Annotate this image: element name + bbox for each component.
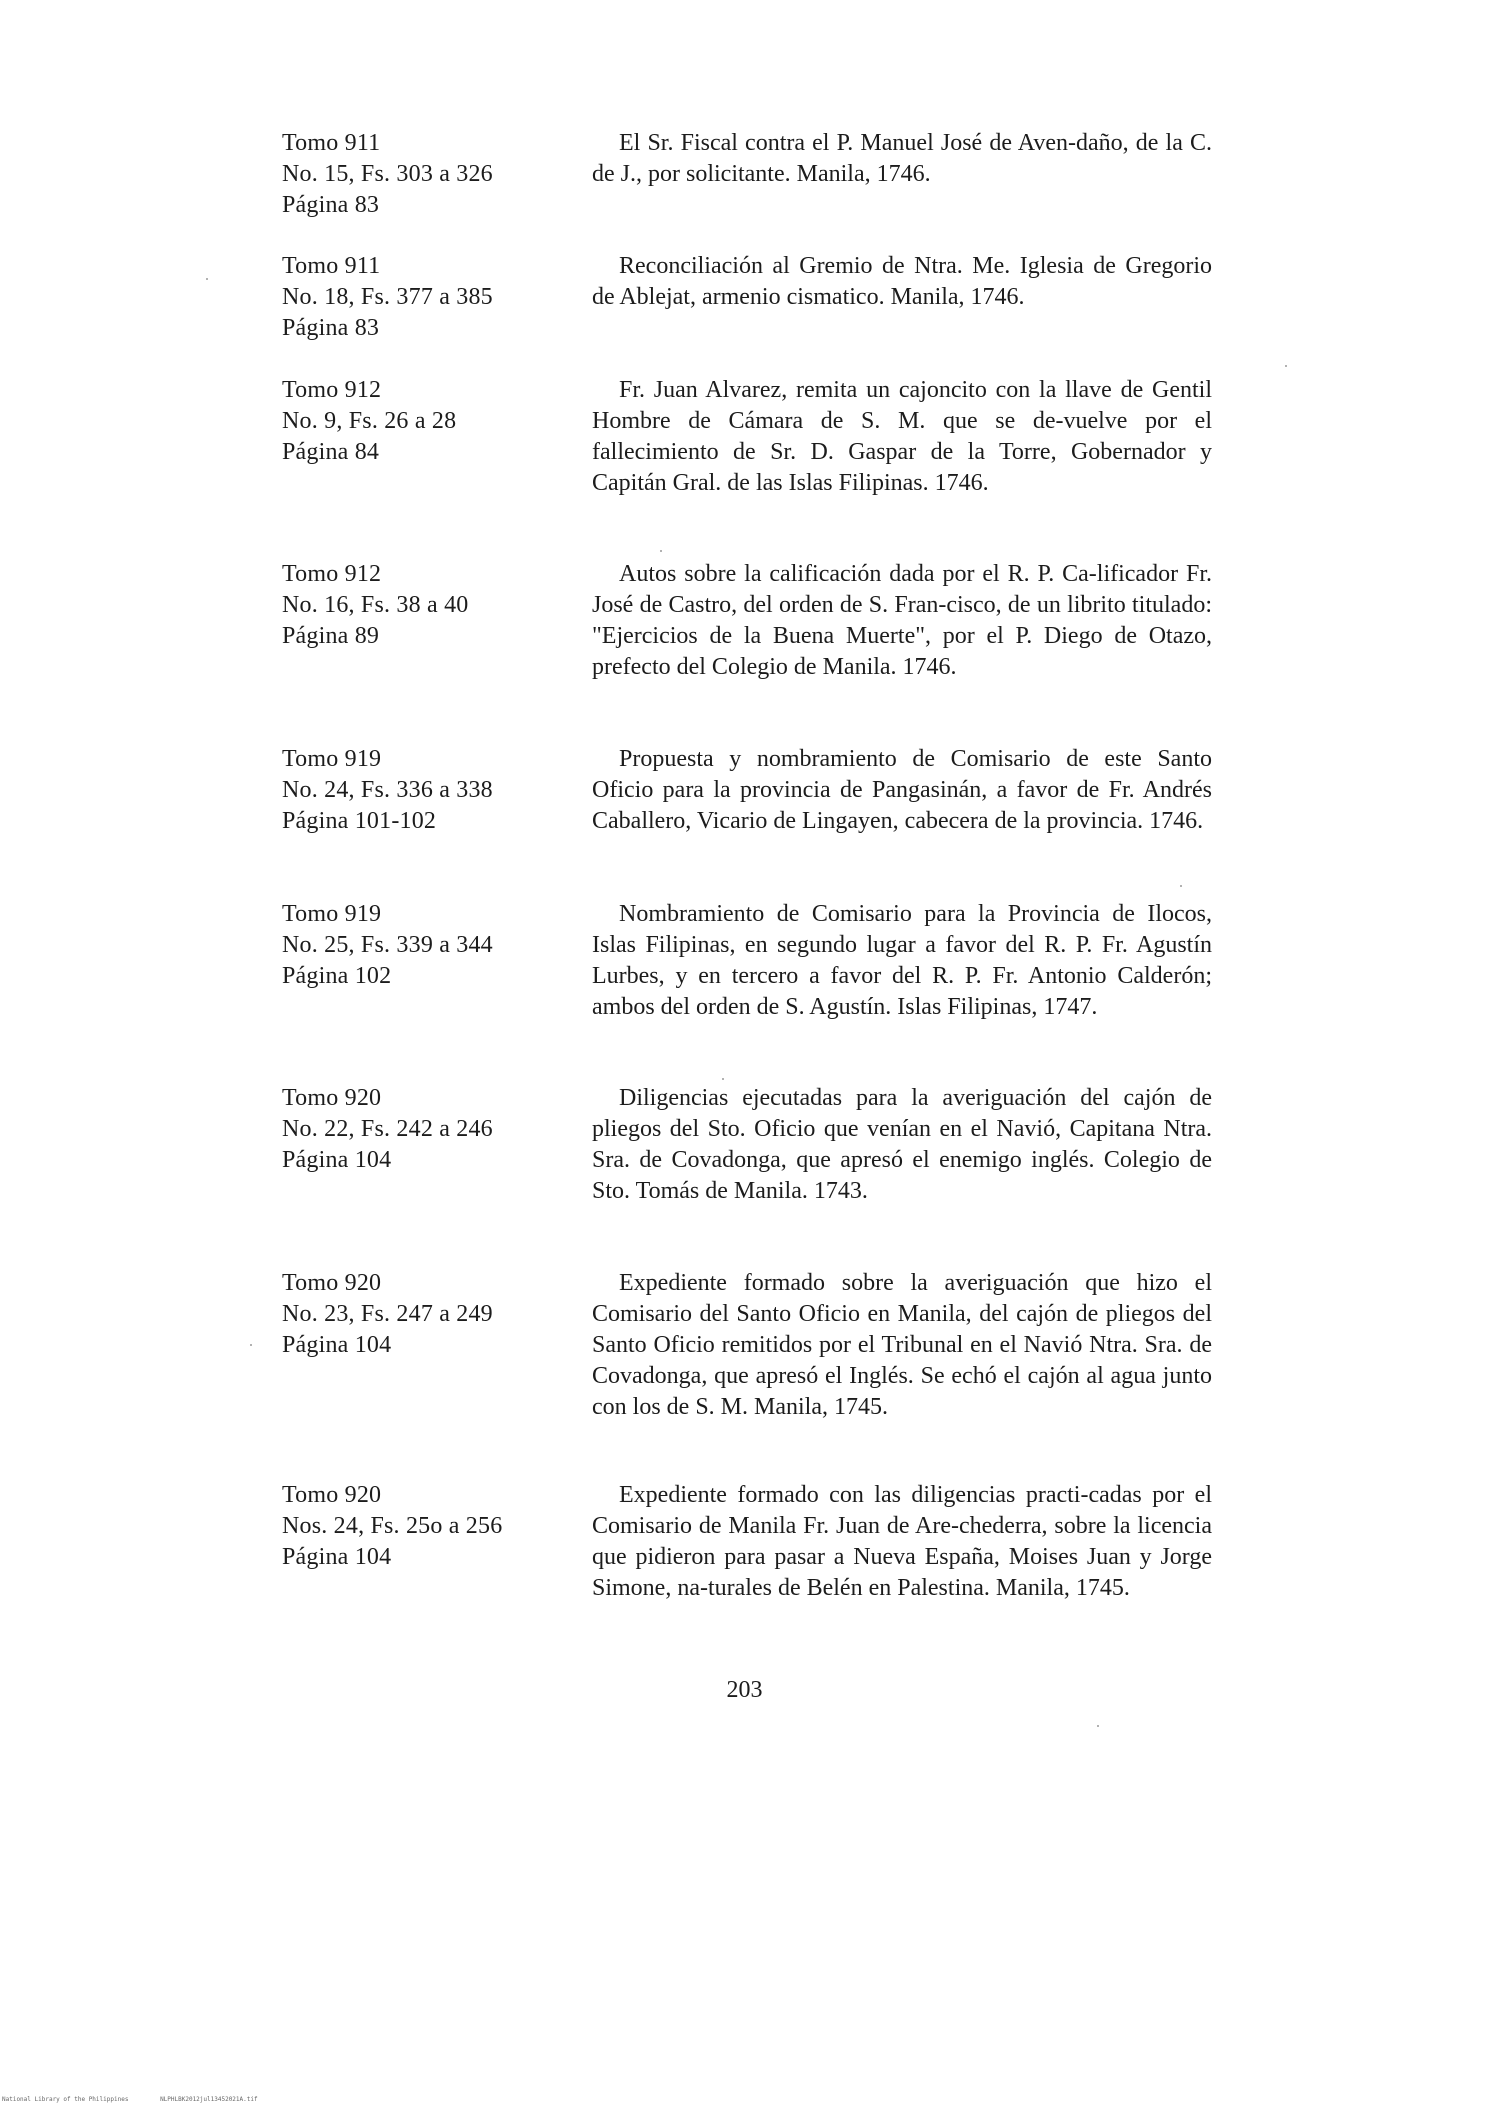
entry-reference bbox=[282, 1083, 582, 1176]
tomo-label: Tomo 919 bbox=[282, 901, 382, 927]
tomo-label: Tomo 912 bbox=[282, 561, 382, 587]
pagina-label: Página 84 bbox=[282, 439, 380, 465]
folio-label: No. 9, Fs. 26 a 28 bbox=[282, 408, 457, 434]
entry-description: Autos sobre la calificación dada por el R. P. Ca-lificador Fr. José de Castro, del orden de S. Fran-cisco, de un librito titulado: "Ejercicios de la Buena Muerte", por el P. Diego de Otazo, prefecto del Colegio de Manila. 1746. bbox=[592, 561, 1212, 680]
folio-label: No. 15, Fs. 303 a 326 bbox=[282, 161, 493, 187]
entry-description: Expediente formado con las diligencias practi-cadas por el Comisario de Manila Fr. Juan de Are-chederra, sobre la licencia que pidieron para pasar a Nueva España, Moises Juan y Jorge Simone, na-turales de Belén en Palestina. Manila, 1745. bbox=[592, 1482, 1212, 1601]
entry-description: Nombramiento de Comisario para la Provincia de Ilocos, Islas Filipinas, en segundo lugar a favor del R. P. Fr. Agustín Lurbes, y en tercero a favor del R. P. Fr. Antonio Calderón; ambos del orden de S. Agustín. Islas Filipinas, 1747. bbox=[592, 901, 1212, 1020]
pagina-label: Página 102 bbox=[282, 963, 392, 989]
folio-label: No. 16, Fs. 38 a 40 bbox=[282, 592, 469, 618]
entry-description: Fr. Juan Alvarez, remita un cajoncito con la llave de Gentil Hombre de Cámara de S. M. que se de-vuelve por el fallecimiento de Sr. D. Gaspar de la Torre, Gobernador y Capitán Gral. de las Islas Filipinas. 1746. bbox=[592, 377, 1212, 496]
scan-speck bbox=[1180, 885, 1182, 887]
folio-label: No. 24, Fs. 336 a 338 bbox=[282, 777, 493, 803]
scan-speck bbox=[722, 1078, 724, 1080]
entry-description: El Sr. Fiscal contra el P. Manuel José de Aven-daño, de la C. de J., por solicitante. Manila, 1746. bbox=[592, 130, 1212, 187]
entry-reference bbox=[282, 559, 582, 652]
scan-speck bbox=[206, 278, 208, 280]
pagina-label: Página 104 bbox=[282, 1147, 392, 1173]
page-number: 203 bbox=[726, 1677, 763, 1703]
folio-label: No. 23, Fs. 247 a 249 bbox=[282, 1301, 493, 1327]
pagina-label: Página 83 bbox=[282, 315, 380, 341]
entry-description: Diligencias ejecutadas para la averiguación del cajón de pliegos del Sto. Oficio que venían en el Navió, Capitana Ntra. Sra. de Covadonga, que apresó el enemigo inglés. Colegio de Sto. Tomás de Manila. 1743. bbox=[592, 1085, 1212, 1204]
folio-label: No. 18, Fs. 377 a 385 bbox=[282, 284, 493, 310]
scan-speck bbox=[1097, 1725, 1099, 1727]
entry-reference bbox=[282, 1480, 582, 1573]
tomo-label: Tomo 912 bbox=[282, 377, 382, 403]
pagina-label: Página 83 bbox=[282, 192, 380, 218]
entry-reference bbox=[282, 899, 582, 992]
scan-speck bbox=[250, 1344, 252, 1346]
pagina-label: Página 104 bbox=[282, 1332, 392, 1358]
tomo-label: Tomo 920 bbox=[282, 1270, 382, 1296]
tomo-label: Tomo 920 bbox=[282, 1085, 382, 1111]
tomo-label: Tomo 919 bbox=[282, 746, 382, 772]
folio-label: Nos. 24, Fs. 25o a 256 bbox=[282, 1513, 503, 1539]
tomo-label: Tomo 911 bbox=[282, 253, 381, 279]
scan-footer bbox=[2, 2096, 286, 2103]
footer-file-id: NLPHLBK2012jul13452021A.tif bbox=[160, 2096, 258, 2103]
entry-description: Propuesta y nombramiento de Comisario de este Santo Oficio para la provincia de Pangasinán, a favor de Fr. Andrés Caballero, Vicario de Lingayen, cabecera de la provincia. 1746. bbox=[592, 746, 1212, 834]
entry-description: Expediente formado sobre la averiguación que hizo el Comisario del Santo Oficio en Manila, del cajón de pliegos del Santo Oficio remitidos por el Tribunal en el Navió Ntra. Sra. de Covadonga, que apresó el Inglés. Se echó el cajón al agua junto con los de S. M. Manila, 1745. bbox=[592, 1270, 1212, 1420]
tomo-label: Tomo 911 bbox=[282, 130, 381, 156]
scan-speck bbox=[1285, 365, 1287, 367]
folio-label: No. 22, Fs. 242 a 246 bbox=[282, 1116, 493, 1142]
pagina-label: Página 104 bbox=[282, 1544, 392, 1570]
entry-reference bbox=[282, 1268, 582, 1361]
tomo-label: Tomo 920 bbox=[282, 1482, 382, 1508]
pagina-label: Página 89 bbox=[282, 623, 380, 649]
entry-reference bbox=[282, 375, 582, 468]
entry-reference bbox=[282, 128, 582, 221]
folio-label: No. 25, Fs. 339 a 344 bbox=[282, 932, 493, 958]
entry-reference bbox=[282, 251, 582, 344]
entry-description: Reconciliación al Gremio de Ntra. Me. Iglesia de Gregorio de Ablejat, armenio cismatico. Manila, 1746. bbox=[592, 253, 1212, 310]
footer-library: National Library of the Philippines bbox=[2, 2096, 129, 2103]
pagina-label: Página 101-102 bbox=[282, 808, 437, 834]
entry-reference bbox=[282, 744, 582, 837]
scan-speck bbox=[660, 550, 662, 552]
